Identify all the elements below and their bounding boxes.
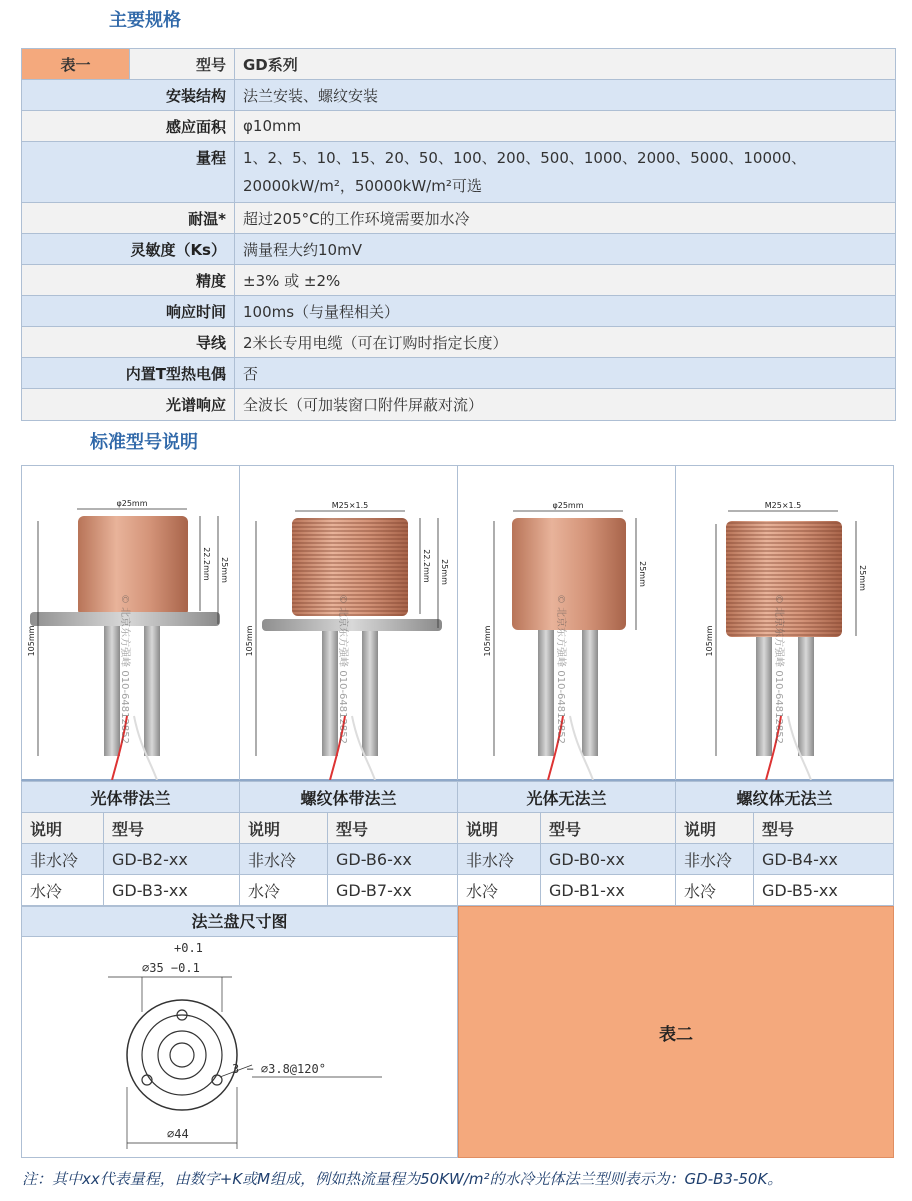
- tolerance-plus: +0.1: [174, 941, 203, 955]
- model-group-header: 光体带法兰: [22, 782, 240, 813]
- spec-label: 量程: [22, 142, 235, 203]
- sensor-drawing: [676, 466, 895, 780]
- spec-label: 导线: [22, 327, 235, 358]
- product-image-threaded: [676, 466, 895, 780]
- dim-h2: 25mm: [440, 559, 449, 585]
- dim-h2: 25mm: [220, 557, 229, 583]
- table-row: [22, 844, 894, 875]
- cell: 水冷: [22, 875, 104, 906]
- dim-outer-35: ∅35 −0.1: [142, 961, 200, 975]
- cell: 非水冷: [22, 844, 104, 875]
- image-watermark: © 北京东方强峰 010-64812852: [555, 594, 566, 744]
- tube: [538, 630, 554, 756]
- spec-value: 100ms（与量程相关）: [235, 296, 896, 327]
- spec-value: φ10mm: [235, 111, 896, 142]
- cell: GD-B4-xx: [754, 844, 894, 875]
- sensor-body: [78, 516, 188, 616]
- spec-value: 满量程大约10mV: [235, 234, 896, 265]
- spec-value: ±3% 或 ±2%: [235, 265, 896, 296]
- table-row: [22, 875, 894, 906]
- dim-length: 105mm: [483, 625, 492, 657]
- tube: [362, 631, 378, 756]
- model-group-header: 螺纹体无法兰: [676, 782, 894, 813]
- tube: [582, 630, 598, 756]
- dim-length: 105mm: [245, 625, 254, 657]
- dim-h2: 25mm: [858, 565, 867, 591]
- spec-value: 超过205°C的工作环境需要加水冷: [235, 203, 896, 234]
- spec-value-range: [235, 142, 896, 203]
- cell: 水冷: [240, 875, 328, 906]
- dim-diameter: φ25mm: [552, 501, 584, 510]
- spec-table: [21, 48, 896, 421]
- section-title-models: 标准型号说明: [90, 432, 198, 453]
- spec-label: 光谱响应: [22, 389, 235, 421]
- dim-thread: M25×1.5: [764, 501, 802, 510]
- center-hole: [170, 1043, 194, 1067]
- dim-h2: 25mm: [638, 561, 647, 587]
- range-line-1: 1、2、5、10、15、20、50、100、200、500、1000、2000、5000、10000、: [243, 149, 807, 167]
- spec-label: 响应时间: [22, 296, 235, 327]
- cell: 非水冷: [676, 844, 754, 875]
- dim-diameter: φ25mm: [116, 499, 148, 508]
- spec-label: 安装结构: [22, 80, 235, 111]
- cell: GD-B2-xx: [104, 844, 240, 875]
- dim-thread: M25×1.5: [331, 501, 369, 510]
- col-model: 型号: [328, 813, 458, 844]
- spec-value: 否: [235, 358, 896, 389]
- cell: GD-B5-xx: [754, 875, 894, 906]
- dim-holes: 3 − ∅3.8@120°: [232, 1062, 326, 1076]
- flange-diagram: [22, 937, 457, 1157]
- sensor-drawing: [240, 466, 458, 780]
- sensor-body: [512, 518, 626, 630]
- range-line-2: 20000kW/m²，50000kW/m²可选: [243, 177, 482, 195]
- thread-texture: [292, 518, 408, 616]
- col-desc: 说明: [458, 813, 541, 844]
- table-tag: 表一: [22, 49, 130, 80]
- flange-title: 法兰盘尺寸图: [22, 907, 457, 937]
- image-watermark: © 北京东方强峰 010-64812852: [119, 594, 130, 744]
- model-label: 型号: [130, 49, 235, 80]
- spec-label: 感应面积: [22, 111, 235, 142]
- product-image-plain: [458, 466, 676, 780]
- image-watermark: © 北京东方强峰 010-64812852: [773, 594, 784, 744]
- dim-h1: 22.2mm: [422, 549, 431, 583]
- sensor-drawing: [458, 466, 676, 780]
- col-desc: 说明: [676, 813, 754, 844]
- center-bore: [158, 1031, 206, 1079]
- col-model: 型号: [541, 813, 676, 844]
- cell: GD-B3-xx: [104, 875, 240, 906]
- col-desc: 说明: [240, 813, 328, 844]
- tube: [144, 626, 160, 756]
- cell: GD-B7-xx: [328, 875, 458, 906]
- col-desc: 说明: [22, 813, 104, 844]
- cell: GD-B6-xx: [328, 844, 458, 875]
- model-table: [21, 781, 894, 906]
- flange-drawing-panel: [21, 906, 458, 1158]
- spec-value: 全波长（可加装窗口附件屏蔽对流）: [235, 389, 896, 421]
- cell: 非水冷: [240, 844, 328, 875]
- spec-label: 耐温*: [22, 203, 235, 234]
- footnote: 注：其中xx代表量程，由数字+K或M组成，例如热流量程为50KW/m²的水冷光体法兰型则表示为：GD-B3-50K。: [22, 1170, 783, 1188]
- cell: 非水冷: [458, 844, 541, 875]
- model-group-header: 光体无法兰: [458, 782, 676, 813]
- product-image-flange-threaded: [240, 466, 458, 780]
- dim-length: 105mm: [27, 625, 36, 657]
- col-model: 型号: [104, 813, 240, 844]
- image-watermark: © 北京东方强峰 010-64812852: [337, 594, 348, 744]
- col-model: 型号: [754, 813, 894, 844]
- model-group-header: 螺纹体带法兰: [240, 782, 458, 813]
- dim-length: 105mm: [705, 625, 714, 657]
- cell: 水冷: [458, 875, 541, 906]
- tube: [798, 637, 814, 756]
- spec-label: 内置T型热电偶: [22, 358, 235, 389]
- dim-h1: 22.2mm: [202, 547, 211, 581]
- tube: [756, 637, 772, 756]
- spec-value: 法兰安装、螺纹安装: [235, 80, 896, 111]
- product-image-flange-plain: [22, 466, 240, 780]
- flange-outer-circle: [127, 1000, 237, 1110]
- cell: 水冷: [676, 875, 754, 906]
- flange-plate: [262, 619, 442, 631]
- tube: [104, 626, 120, 756]
- tube: [322, 631, 338, 756]
- section-title-specs: 主要规格: [109, 10, 181, 31]
- sensor-drawing: [22, 466, 240, 780]
- spec-value: 2米长专用电缆（可在订购时指定长度）: [235, 327, 896, 358]
- flange-inner-circle: [142, 1015, 222, 1095]
- spec-label: 精度: [22, 265, 235, 296]
- cell: GD-B0-xx: [541, 844, 676, 875]
- product-images-panel: [21, 465, 894, 781]
- cell: GD-B1-xx: [541, 875, 676, 906]
- table2-placeholder: 表二: [458, 906, 894, 1158]
- spec-label: 灵敏度（Ks）: [22, 234, 235, 265]
- model-value: GD系列: [235, 49, 896, 80]
- dim-total-44: ∅44: [167, 1127, 189, 1141]
